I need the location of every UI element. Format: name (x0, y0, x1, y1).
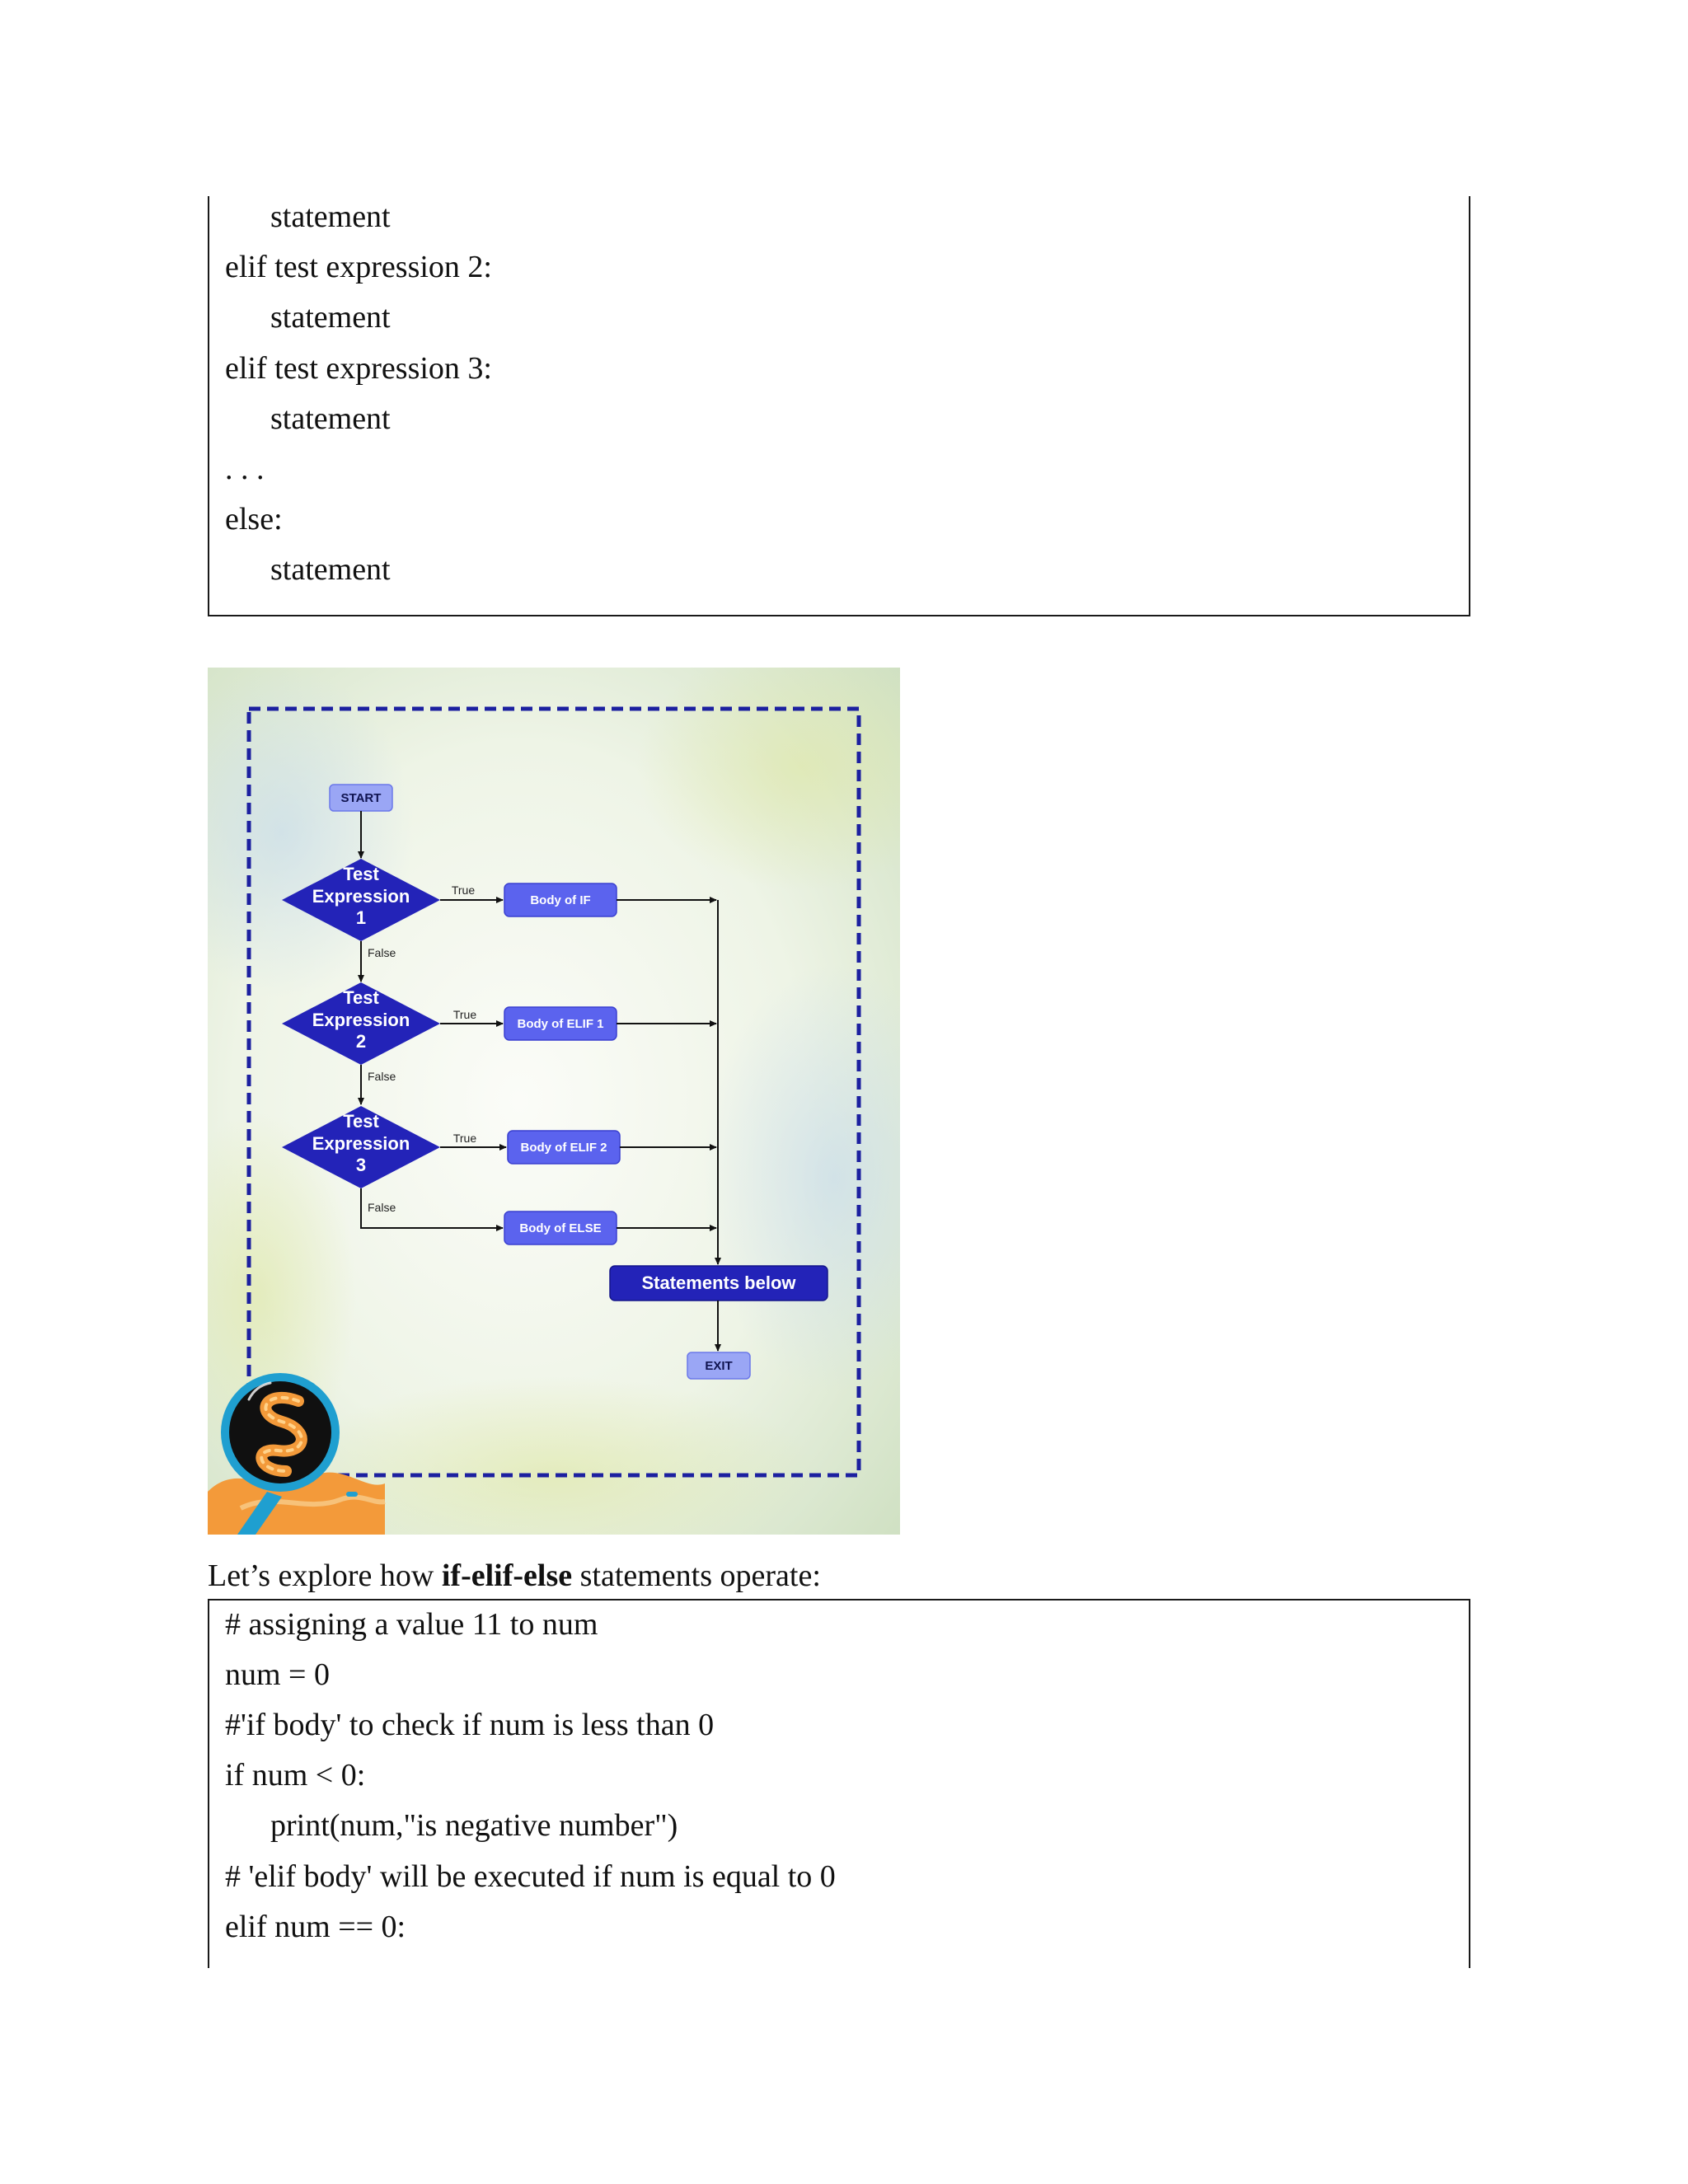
body-of-elif-2-label: Body of ELIF 2 (520, 1141, 607, 1155)
true-label-1: True (451, 883, 476, 897)
true-label-2: True (452, 1008, 477, 1021)
code-line: elif test expression 3: (225, 351, 492, 386)
true-label-3: True (452, 1132, 477, 1145)
code-line: statement (270, 199, 391, 234)
code-line: . . . (225, 452, 265, 486)
decision-3-line3: 3 (355, 1155, 367, 1175)
false-label-1: False (368, 946, 396, 959)
body-of-if-node (504, 883, 617, 916)
code-line: statement (270, 401, 391, 436)
code-line: statement (270, 300, 391, 335)
false-label-2: False (368, 1070, 396, 1083)
statements-below-label: Statements below (641, 1272, 796, 1293)
decision-2-line1: Test (343, 987, 379, 1008)
code-line: elif test expression 2: (225, 250, 492, 284)
code-line: statement (270, 552, 391, 587)
body-of-else-node (504, 1212, 617, 1244)
intro-text-after: statements operate: (572, 1558, 821, 1593)
code-line: # 'elif body' will be executed if num is equal to 0 (225, 1859, 836, 1894)
code-line: else: (225, 502, 283, 537)
false-label-3: False (368, 1201, 396, 1214)
start-node (330, 785, 392, 811)
exit-node (687, 1352, 750, 1379)
decision-1-line2: Expression (312, 886, 410, 907)
intro-bold-keyword: if-elif-else (441, 1558, 573, 1593)
decision-2-line2: Expression (312, 1010, 410, 1030)
code-line: #'if body' to check if num is less than 0 (225, 1708, 715, 1742)
code-line: print(num,"is negative number") (270, 1808, 678, 1843)
intro-text-before: Let’s explore how (208, 1558, 442, 1593)
body-of-if-label: Body of IF (530, 893, 591, 907)
code-line: num = 0 (225, 1657, 330, 1692)
statements-below-node (610, 1266, 828, 1301)
body-of-else-label: Body of ELSE (519, 1221, 602, 1235)
start-label: START (340, 791, 382, 805)
code-line: if num < 0: (225, 1758, 366, 1793)
code-line: elif num == 0: (225, 1910, 406, 1944)
decision-2-line3: 2 (355, 1031, 367, 1052)
decision-3-line1: Test (343, 1111, 379, 1132)
body-of-elif-2-node (508, 1131, 620, 1164)
exit-label: EXIT (705, 1359, 733, 1373)
if-elif-else-flowchart-figure (208, 668, 900, 1535)
decision-1-line3: 1 (355, 907, 367, 928)
body-of-elif-1-label: Body of ELIF 1 (517, 1017, 604, 1031)
decision-3-line2: Expression (312, 1133, 410, 1154)
body-of-elif-1-node (504, 1007, 617, 1040)
example-code-box (208, 1599, 1470, 1968)
intro-sentence (208, 1560, 821, 1591)
code-line: # assigning a value 11 to num (225, 1607, 598, 1642)
syntax-code-box (208, 196, 1470, 616)
decision-1-line1: Test (343, 864, 379, 884)
